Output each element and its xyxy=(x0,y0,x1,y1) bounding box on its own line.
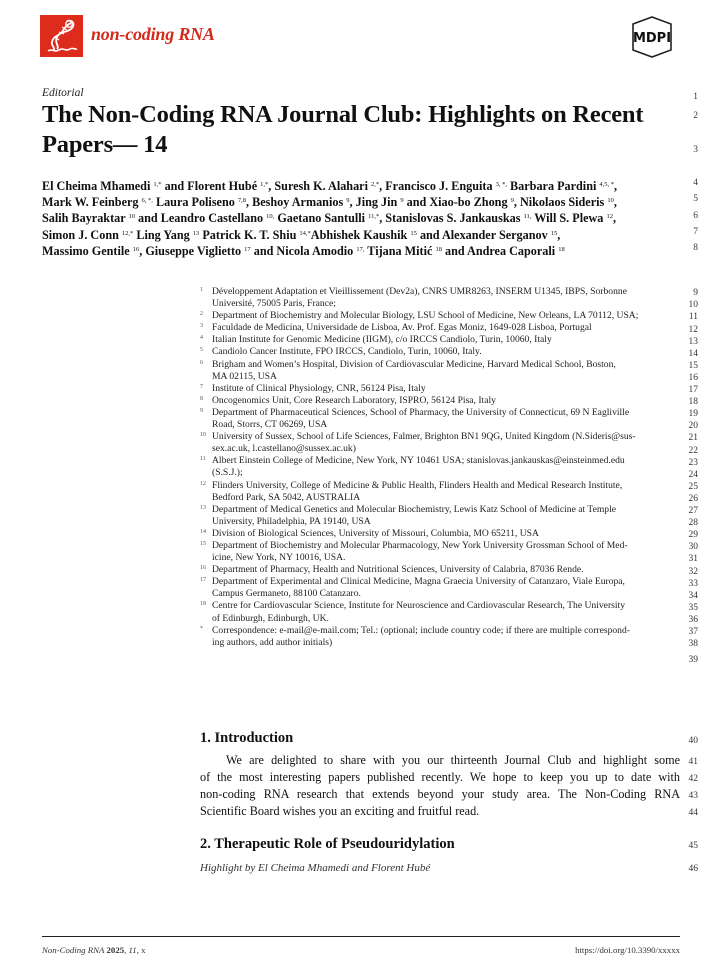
line-number: 37 xyxy=(688,627,698,637)
author-affiliation-mark: 17, xyxy=(356,245,365,253)
author-line xyxy=(42,227,652,243)
author-separator: , xyxy=(513,195,520,210)
author-name[interactable]: Stanislovas S. Jankauskas xyxy=(385,211,521,226)
affiliation-text: Division of Biological Sciences, University of Missouri, Columbia, MO 65211, USA xyxy=(212,527,539,539)
author-affiliation-mark: 1,* xyxy=(260,181,269,188)
line-number: 23 xyxy=(688,458,698,468)
line-number: 33 xyxy=(688,579,698,589)
line-number: 39 xyxy=(688,655,698,665)
line-number: 34 xyxy=(688,591,698,601)
affiliation-number: 2 xyxy=(200,311,203,318)
author-affiliation-mark: 9 xyxy=(346,197,350,205)
line-number: 12 xyxy=(688,325,698,335)
affiliation-item xyxy=(200,564,656,576)
line-number: 40 xyxy=(688,736,698,746)
author-affiliation-mark: 13 xyxy=(192,229,200,237)
line-number: 17 xyxy=(688,385,698,395)
author-affiliation-mark: 2,* xyxy=(371,181,380,188)
line-number: 44 xyxy=(688,808,698,818)
author-affiliation-mark: 6, *, xyxy=(141,197,153,205)
author-name[interactable]: Patrick K. T. Shiu xyxy=(202,227,297,242)
author-name[interactable]: Beshoy Armanios xyxy=(252,195,344,210)
author-name[interactable]: Xiao-bo Zhong xyxy=(429,195,508,210)
author-name[interactable]: Salih Bayraktar xyxy=(42,211,126,226)
affiliation-number: 16 xyxy=(200,565,206,572)
line-number: 28 xyxy=(688,518,698,528)
author-line xyxy=(42,210,652,226)
affiliation-item xyxy=(200,286,656,310)
affiliation-text: Développement Adaptation et Vieillissement (Dev2a), CNRS UMR8263, INSERM U1345, IBPS, Sorbonne xyxy=(212,286,627,297)
line-number: 16 xyxy=(688,373,698,383)
author-separator: , xyxy=(379,211,386,226)
author-separator: and xyxy=(134,211,161,226)
line-number: 5 xyxy=(693,194,698,204)
line-number: 45 xyxy=(688,841,698,851)
author-affiliation-mark: 9 xyxy=(400,197,404,205)
line-number: 13 xyxy=(688,337,698,347)
footer-volume: 11 xyxy=(128,945,137,955)
author-list xyxy=(42,178,652,259)
author-affiliation-mark: 15 xyxy=(550,229,558,237)
author-affiliation-mark: 9 xyxy=(510,197,514,205)
author-affiliation-mark: 1,* xyxy=(153,181,162,188)
author-name[interactable]: Mark W. Feinberg xyxy=(42,195,139,210)
author-affiliation-mark: 18 xyxy=(435,245,442,253)
affiliation-item xyxy=(200,359,656,383)
paragraph-line: of the most interesting papers published recently. We hope to keep you up to date with xyxy=(200,770,680,785)
affiliation-text: MA 02115, USA xyxy=(212,370,277,382)
author-name[interactable]: Alexander Serganov xyxy=(441,227,548,242)
line-number: 15 xyxy=(688,361,698,371)
author-affiliation-mark: 11, xyxy=(523,213,532,221)
author-affiliation-mark: 7,8 xyxy=(237,197,247,205)
author-name[interactable]: Nicola Amodio xyxy=(276,243,354,258)
journal-name: non-coding RNA xyxy=(91,24,215,44)
line-number: 7 xyxy=(693,227,698,237)
line-number: 11 xyxy=(688,312,698,322)
author-name[interactable]: El Cheima Mhamedi xyxy=(42,179,151,193)
footer-year: 2025 xyxy=(106,945,125,955)
affiliation-item xyxy=(200,431,656,455)
footer-journal: Non-Coding RNA xyxy=(42,945,105,955)
footer-doi-link[interactable]: https://doi.org/10.3390/xxxxx xyxy=(575,945,680,955)
affiliation-text: Flinders University, College of Medicine & Public Health, Flinders Health and Medical Research Institute, xyxy=(212,479,623,491)
line-number: 46 xyxy=(688,864,698,874)
author-name[interactable]: Massimo Gentile xyxy=(42,243,130,258)
line-number: 25 xyxy=(688,482,698,492)
author-name[interactable]: Tijana Mitić xyxy=(367,243,433,258)
paragraph-line: non-coding RNA research that extends beyond your study area. The Non-Coding RNA xyxy=(200,787,680,802)
paragraph-line: Scientific Board wishes you an exciting and fruitful read. xyxy=(200,804,480,819)
highlight-byline: Highlight by El Cheima Mhamedi and Florent Hubé xyxy=(200,862,431,874)
line-number: 14 xyxy=(688,349,698,359)
affiliation-text: Institute of Clinical Physiology, CNR, 56124 Pisa, Italy xyxy=(212,382,426,394)
author-affiliation-mark: 18 xyxy=(558,245,565,253)
affiliation-item xyxy=(200,540,656,564)
author-name[interactable]: Laura Poliseno xyxy=(155,195,235,210)
author-name[interactable]: Simon J. Conn xyxy=(42,227,119,242)
affiliation-text: Brigham and Women’s Hospital, Division of Cardiovascular Medicine, Harvard Medical School, Boston, xyxy=(212,358,616,370)
affiliation-text: Department of Pharmacy, Health and Nutritional Sciences, University of Calabria, 87036 Rende. xyxy=(212,564,584,576)
line-number: 10 xyxy=(688,300,698,310)
line-number: 26 xyxy=(688,494,698,504)
affiliation-text: University, Philadelphia, PA 19140, USA xyxy=(212,515,371,527)
affiliation-text: Department of Pharmaceutical Sciences, School of Pharmacy, the University of Connecticut, 69 N Eagliville xyxy=(212,406,630,418)
affiliation-text: Department of Medical Genetics and Molecular Biochemistry, Lewis Katz School of Medicine at Temple xyxy=(212,503,617,515)
affiliation-text: Department of Biochemistry and Molecular Biology, LSU School of Medicine, New Orleans, LA 70112, USA; xyxy=(212,310,639,322)
author-affiliation-mark: 4,5, * xyxy=(599,181,615,188)
affiliation-item xyxy=(200,576,656,600)
author-line xyxy=(42,194,652,210)
affiliation-number: 11 xyxy=(200,456,206,463)
affiliation-number: 18 xyxy=(200,601,206,608)
mdpi-logo-text: MDPI xyxy=(632,31,672,46)
author-line xyxy=(42,243,652,259)
author-name[interactable]: Barbara Pardini xyxy=(510,179,597,193)
author-separator: , xyxy=(614,179,618,193)
affiliation-item xyxy=(200,395,656,407)
affiliation-number: 1 xyxy=(200,287,203,293)
mdpi-hexagon-icon xyxy=(626,16,678,58)
line-number: 29 xyxy=(688,530,698,540)
line-number: 31 xyxy=(688,554,698,564)
affiliation-item xyxy=(200,346,656,358)
author-separator: , xyxy=(139,243,146,258)
author-separator: , xyxy=(349,195,356,210)
title-line: The Non-Coding RNA Journal Club: Highlights on Recent xyxy=(42,101,644,128)
article-title xyxy=(42,100,662,159)
affiliation-text: University of Sussex, School of Life Sciences, Falmer, Brighton BN1 9QG, United Kingdom (N.Sideris@sus- xyxy=(212,431,636,443)
affiliation-number: 9 xyxy=(200,407,203,414)
affiliation-text: Candiolo Cancer Institute, FPO IRCCS, Candiolo, Turin, 10060, Italy. xyxy=(212,346,482,358)
author-name[interactable]: Ling Yang xyxy=(136,227,190,242)
affiliation-text: sex.ac.uk, l.castellano@sussex.ac.uk) xyxy=(212,443,356,455)
affiliation-text: of Edinburgh, Edinburgh, UK. xyxy=(212,612,329,624)
affiliation-text: icine, New York, NY 10016, USA. xyxy=(212,552,346,564)
author-line xyxy=(42,178,652,194)
author-name[interactable]: Jing Jin xyxy=(355,195,398,210)
author-name[interactable]: Andrea Caporali xyxy=(467,243,556,258)
line-number: 18 xyxy=(688,397,698,407)
affiliation-number: 5 xyxy=(200,347,203,354)
journal-logo xyxy=(40,15,83,57)
affiliation-item xyxy=(200,407,656,431)
affiliation-number: 7 xyxy=(200,383,203,390)
author-name[interactable]: Giuseppe Viglietto xyxy=(145,243,242,258)
author-separator: , xyxy=(379,179,386,193)
affiliation-number: 13 xyxy=(200,504,206,511)
affiliation-item xyxy=(200,383,656,395)
author-separator: and xyxy=(441,243,468,258)
line-number: 9 xyxy=(693,288,698,298)
line-number: 24 xyxy=(688,470,698,480)
affiliation-item xyxy=(200,334,656,346)
author-name[interactable]: Will S. Plewa xyxy=(534,211,604,226)
mdpi-logo xyxy=(626,16,678,58)
dna-helix-icon xyxy=(40,15,83,57)
author-name[interactable]: Abhishek Kaushik xyxy=(310,227,408,242)
author-separator: and xyxy=(250,243,277,258)
affiliation-number: 3 xyxy=(200,323,203,330)
author-separator: , xyxy=(613,195,617,210)
title-line: Papers— 14 xyxy=(42,130,168,158)
author-name[interactable]: Florent Hubé xyxy=(187,179,258,193)
affiliation-item xyxy=(200,310,656,322)
line-number: 32 xyxy=(688,567,698,577)
line-number: 8 xyxy=(693,243,698,253)
line-number: 21 xyxy=(688,433,698,443)
author-affiliation-mark: 15 xyxy=(410,229,417,237)
affiliation-text: Centre for Cardiovascular Science, Institute for Neuroscience and Cardiovascular Research, The University xyxy=(212,600,625,612)
line-number: 22 xyxy=(688,446,698,456)
affiliation-text: Faculdade de Medicina, Universidade de Lisboa, Av. Prof. Egas Moniz, 1649-028 Lisboa, Portugal xyxy=(212,322,592,334)
author-affiliation-mark: 10 xyxy=(128,213,135,221)
introduction-paragraph xyxy=(200,752,680,820)
author-affiliation-mark: 11,* xyxy=(368,213,380,221)
author-separator: and xyxy=(416,227,442,242)
affiliation-text: ing authors, add author initials) xyxy=(212,636,333,648)
paragraph-line: We are delighted to share with you our thirteenth Journal Club and highlight some xyxy=(226,753,680,767)
author-affiliation-mark: 3, *, xyxy=(495,181,507,188)
affiliation-text: Department of Experimental and Clinical Medicine, Magna Graecia University of Catanzaro, Viale Europa, xyxy=(212,576,625,588)
affiliation-text: Correspondence: e-mail@e-mail.com; Tel.: (optional; include country code; if there are multiple correspond- xyxy=(212,624,630,636)
affiliation-text: Albert Einstein College of Medicine, New York, NY 10461 USA; stanislovas.jankauskas@einsteinmed.edu xyxy=(212,455,625,467)
author-affiliation-mark: 12 xyxy=(606,213,613,221)
author-name[interactable]: Suresh K. Alahari xyxy=(274,179,368,193)
line-number: 27 xyxy=(688,506,698,516)
affiliation-item xyxy=(200,600,656,624)
affiliation-number: 14 xyxy=(200,528,206,535)
author-affiliation-mark: 12,* xyxy=(121,229,134,237)
affiliation-text: Oncogenomics Unit, Core Research Laboratory, ISPRO, 56124 Pisa, Italy xyxy=(212,394,496,406)
affiliation-text: Campus Germaneto, 88100 Catanzaro. xyxy=(212,588,361,600)
affiliation-item xyxy=(200,528,656,540)
affiliation-number: 8 xyxy=(200,395,203,402)
line-number: 2 xyxy=(693,111,698,121)
affiliation-item xyxy=(200,322,656,334)
line-number: 43 xyxy=(688,791,698,801)
affiliation-item xyxy=(200,455,656,479)
author-separator: , xyxy=(557,227,561,242)
affiliation-number: 17 xyxy=(200,577,206,584)
affiliation-text: Université, 75005 Paris, France; xyxy=(212,298,336,310)
affiliation-text: Italian Institute for Genomic Medicine (IIGM), c/o IRCCS Candiolo, Turin, 10060, Italy xyxy=(212,334,552,346)
affiliation-item xyxy=(200,504,656,528)
affiliation-number: 15 xyxy=(200,540,206,547)
line-number: 30 xyxy=(688,542,698,552)
author-affiliation-mark: 16 xyxy=(132,245,140,253)
footer-citation: Non-Coding RNA 2025, 11, x xyxy=(42,945,146,955)
footer-divider xyxy=(42,936,680,937)
line-number: 35 xyxy=(688,603,698,613)
line-number: 6 xyxy=(693,211,698,221)
line-number: 38 xyxy=(688,639,698,649)
footer-article-suffix: , x xyxy=(136,945,146,955)
author-separator: , xyxy=(246,195,253,210)
line-number: 41 xyxy=(688,757,698,767)
author-name[interactable]: Gaetano Santulli xyxy=(277,211,366,226)
section-heading-introduction: 1. Introduction xyxy=(200,730,294,746)
affiliation-text: Road, Storrs, CT 06269, USA xyxy=(212,419,328,431)
affiliation-text: Bedford Park, SA 5042, AUSTRALIA xyxy=(212,491,361,503)
author-separator: , xyxy=(268,179,275,193)
author-name[interactable]: Nikolaos Sideris xyxy=(519,195,605,210)
author-name[interactable]: Francisco J. Enguita xyxy=(385,179,493,193)
affiliation-text: (S.S.J.); xyxy=(212,467,243,479)
author-affiliation-mark: 17 xyxy=(244,245,251,253)
affiliation-text: Department of Biochemistry and Molecular Pharmacology, New York University Grossman School of Med- xyxy=(212,539,628,551)
affiliation-number: 6 xyxy=(200,359,203,366)
affiliations xyxy=(200,286,656,649)
line-number: 20 xyxy=(688,421,698,431)
affiliation-number: * xyxy=(200,625,203,632)
author-affiliation-mark: 10 xyxy=(607,197,614,205)
author-separator: and xyxy=(403,195,430,210)
author-affiliation-mark: 10, xyxy=(266,213,275,221)
affiliation-item xyxy=(200,625,656,649)
line-number: 1 xyxy=(693,92,698,102)
line-number: 3 xyxy=(693,145,698,155)
line-number: 42 xyxy=(688,774,698,784)
line-number: 36 xyxy=(688,615,698,625)
affiliation-number: 12 xyxy=(200,480,206,487)
author-affiliation-mark: 14,* xyxy=(299,229,311,237)
affiliation-item xyxy=(200,480,656,504)
affiliation-number: 4 xyxy=(200,335,203,342)
section-heading-pseudouridylation: 2. Therapeutic Role of Pseudouridylation xyxy=(200,836,455,852)
author-separator: , xyxy=(612,211,616,226)
article-type: Editorial xyxy=(42,87,84,99)
line-number: 19 xyxy=(688,409,698,419)
affiliation-number: 10 xyxy=(200,432,206,439)
author-name[interactable]: Leandro Castellano xyxy=(160,211,264,226)
author-separator: and xyxy=(161,179,188,193)
line-number: 4 xyxy=(693,178,698,188)
